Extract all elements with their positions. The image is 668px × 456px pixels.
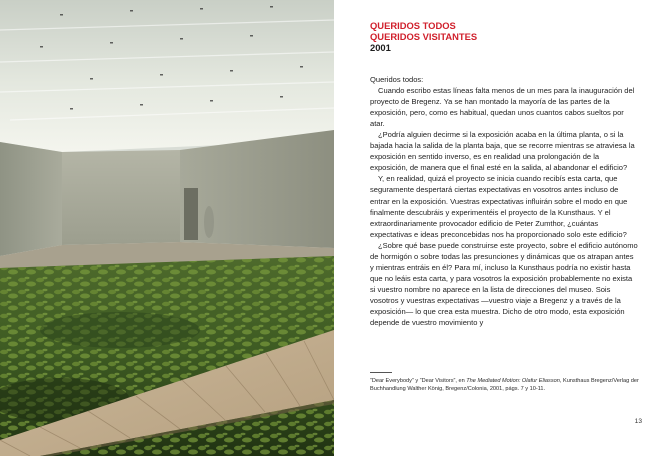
footnote-part-2: , Kunsthaus Bregenz/Verlag der Buchhandlung Walther König, Bregenz/Colonia, 2001, págs. 7 y 10-11.	[370, 378, 639, 393]
footnote-part-1: “Dear Everybody” y “Dear Visitors”, en	[370, 378, 467, 384]
letter-heading	[370, 20, 477, 53]
heading-line-2: QUERIDOS VISITANTES	[370, 31, 478, 42]
heading-year: 2001	[370, 42, 391, 53]
page-number: 13	[634, 418, 642, 425]
paragraph-4: ¿Sobre qué base puede construirse este proyecto, sobre el edificio autónomo de hormigón o sobre todas las presunciones y dinámicas que os atrapan antes y mientras entráis en él? Para mí, incluso la Kunsthaus podría no existir hasta que no leáis esta carta, y para vosotros la exposición probablemente no exista si vuestro nombre no aparece en la lista de direcciones del museo. Sois vosotros y vuestras expectativas —vuestro viaje a Bregenz y a través de la exposición— lo que crea esta muestra. Dicho de otro modo, esta exposición depende de vuestro movimiento y	[370, 240, 638, 328]
heading-line-1: QUERIDOS TODOS	[370, 20, 456, 31]
footnote	[370, 377, 640, 394]
text-page	[334, 0, 668, 456]
paragraph-1: Cuando escribo estas líneas falta menos de un mes para la inauguración del proyecto de Bregenz. Ya se han montado la mayoría de las partes de la exposición, pero, como es habitual, quedan unos cuantos cabos sueltos por atar.	[370, 86, 635, 129]
footnote-title: The Mediated Motion: Olafur Eliasson	[466, 378, 560, 384]
salutation: Queridos todos:	[370, 75, 424, 84]
letter-body	[370, 74, 638, 328]
paragraph-3: Y, en realidad, quizá el proyecto se inicia cuando recibís esta carta, que seguramente despertará ciertas expectativas en vosotros antes incluso de entrar en la exposición. Vuestras expectativas influirán sobre el modo en que finalmente descubráis y experimentéis el proyecto de la Kunsthaus. Y el extraordinariamente provocador edificio de Peter Zumthor, ¿cuántas expectativas e ideas preconcebidas nos ha proporcionado solo este edificio?	[370, 174, 628, 239]
paragraph-2: ¿Podría alguien decirme si la exposición acaba en la última planta, o si la bajada hacia la salida de la planta baja, que se recorre mientras se atraviesa la exposición en sentido inverso, es en realidad una prolongación de la exposición, de manera que el final esté en la salida, al abandonar el edificio?	[370, 130, 635, 173]
footnote-rule	[370, 372, 392, 373]
